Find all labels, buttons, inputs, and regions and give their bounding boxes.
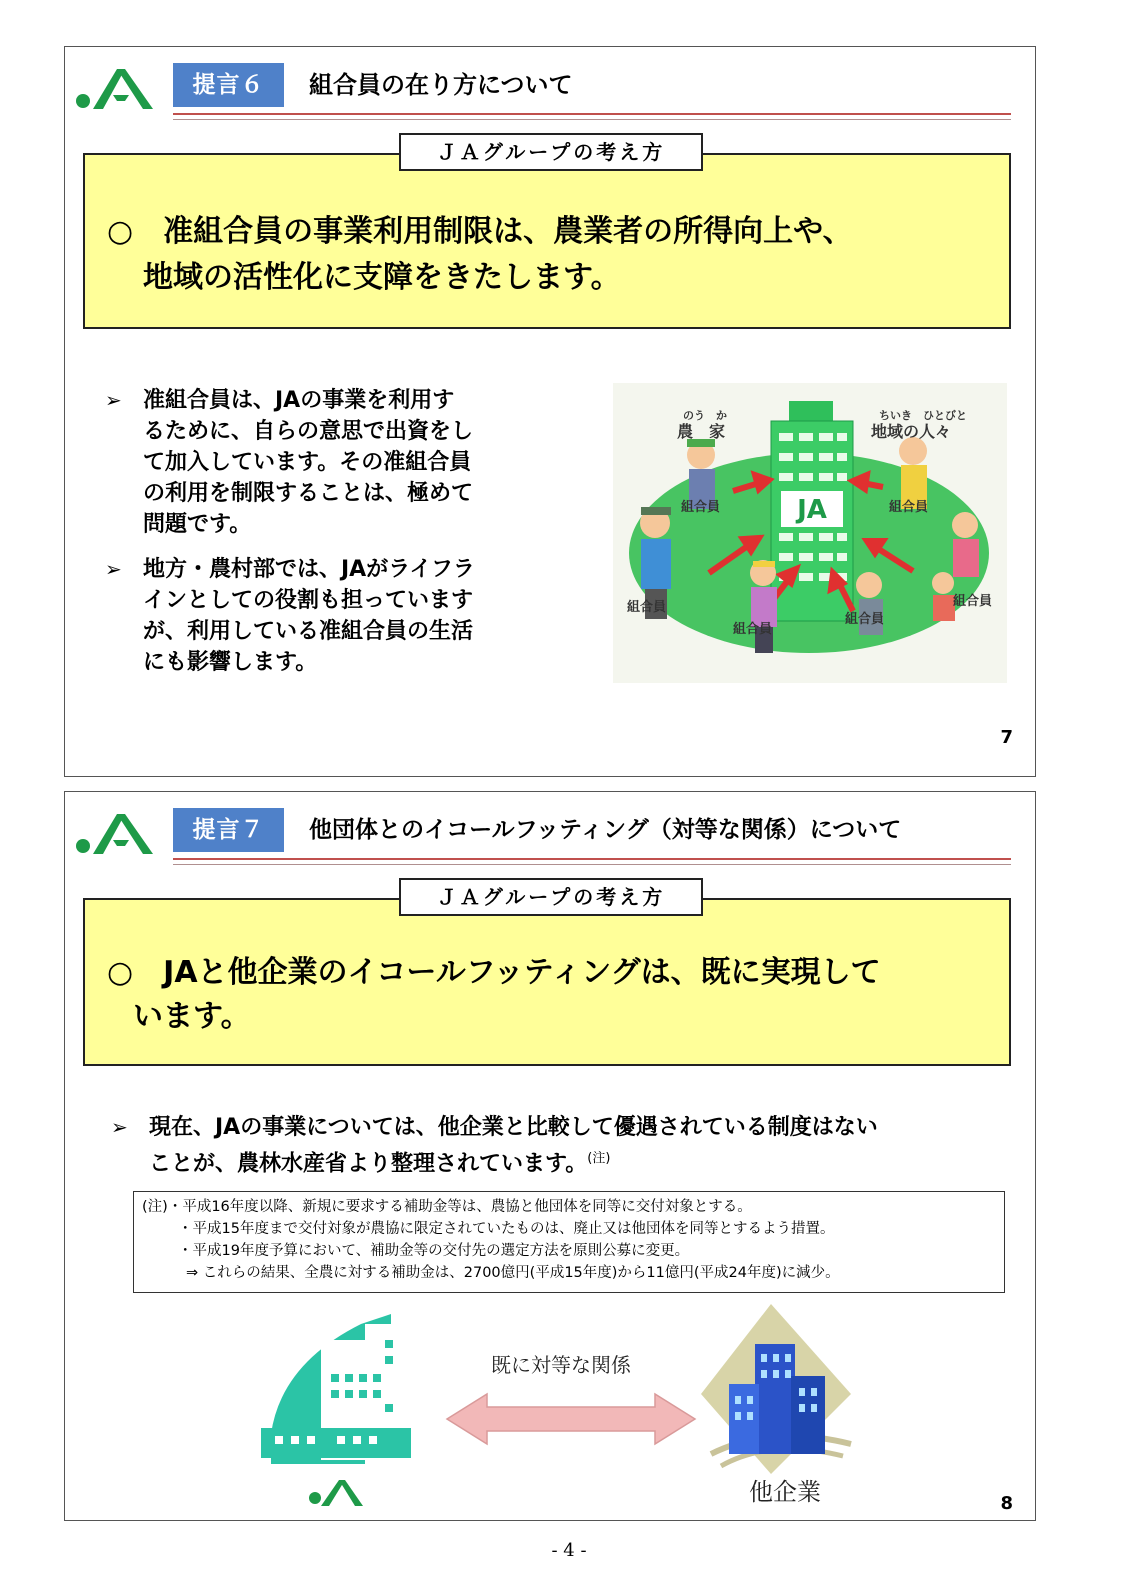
label-member: 組合員 <box>681 500 721 515</box>
document-page-number: - 4 - <box>551 1540 587 1561</box>
headline-line-1: ○ JAと他企業のイコールフッティングは、既に実現して <box>107 955 881 990</box>
bullet-line: の利用を制限することは、極めて <box>143 481 474 506</box>
bullet-item <box>105 385 525 540</box>
group-view-tag: ＪＡグループの考え方 <box>399 878 703 916</box>
headline-box <box>83 153 1011 329</box>
proposal-badge: 提言６ <box>173 63 284 107</box>
label-member: 組合員 <box>953 594 993 609</box>
bullet-item <box>105 554 525 678</box>
title-rule <box>173 113 1011 120</box>
note-marker: (注) <box>587 1151 611 1166</box>
relation-label: 既に対等な関係 <box>491 1353 631 1377</box>
label-member: 組合員 <box>733 622 773 637</box>
double-arrow-icon <box>447 1394 695 1444</box>
bullet-line: 地方・農村部では、JAがライフラ <box>143 557 475 582</box>
bullet-arrow-icon: ➢ <box>105 557 122 581</box>
slide-8 <box>64 791 1036 1521</box>
note-line: ・平成15年度まで交付対象が農協に限定されていたものは、廃止又は他団体を同等とするよう措置。 <box>178 1221 835 1237</box>
bullet-line: ことが、農林水産省より整理されています。$^{(注)}$ <box>149 1151 611 1177</box>
bullet-line: 准組合員は、JAの事業を利用す <box>143 388 455 413</box>
bullet-line: て加入しています。その准組合員 <box>143 450 472 475</box>
bullet-line: が、利用している准組合員の生活 <box>143 619 474 644</box>
headline-line-1: ○ 准組合員の事業利用制限は、農業者の所得向上や、 <box>107 214 853 249</box>
equal-relation-illustration <box>251 1304 871 1514</box>
bullet-line: にも影響します。 <box>143 650 318 675</box>
label-member: 組合員 <box>889 500 929 515</box>
bullet-list <box>105 385 525 692</box>
members-ja-illustration <box>613 383 1007 683</box>
bullet-line: るために、自らの意思で出資をし <box>143 419 474 444</box>
slide-title: 組合員の在り方について <box>309 71 573 99</box>
title-rule <box>173 858 1011 865</box>
headline-line-2: います。 <box>133 999 251 1034</box>
headline-box <box>83 898 1011 1066</box>
ja-building-mark: JA <box>797 495 827 525</box>
slide-7 <box>64 46 1036 777</box>
label-member: 組合員 <box>845 612 885 627</box>
note-line: ・平成19年度予算において、補助金等の交付先の選定方法を原則公募に変更。 <box>178 1243 690 1259</box>
slide-page-number: 7 <box>1000 727 1013 748</box>
ruby-community: ちいき ひとびと <box>879 409 967 422</box>
ja-logo-text: JA <box>373 1506 374 1507</box>
bullet-item <box>111 1112 1011 1179</box>
proposal-badge: 提言７ <box>173 808 284 852</box>
company-label: 他企業 <box>749 1478 821 1506</box>
bullet-arrow-icon: ➢ <box>105 388 122 412</box>
bullet-list <box>111 1112 1011 1193</box>
ja-logo-icon <box>73 808 159 858</box>
group-view-tag: ＪＡグループの考え方 <box>399 133 703 171</box>
label-farmer: 農 家 <box>677 422 726 441</box>
footnote-box <box>133 1191 1005 1293</box>
ruby-farmer: のう か <box>683 409 727 422</box>
label-member: 組合員 <box>627 600 667 615</box>
headline-line-2: 地域の活性化に支障をきたします。 <box>143 260 621 295</box>
note-line: ⇒ これらの結果、全農に対する補助金は、2700億円(平成15年度)から11億円(平成24年度)に減少。 <box>186 1265 840 1281</box>
slide-title: 他団体とのイコールフッティング（対等な関係）について <box>309 817 902 843</box>
note-line: (注)・平成16年度以降、新規に要求する補助金等は、農協と他団体を同等に交付対象とする。 <box>142 1199 752 1215</box>
bullet-line: インとしての役割も担っています <box>143 588 474 613</box>
bullet-line: 現在、JAの事業については、他企業と比較して優遇されている制度はない <box>149 1115 878 1140</box>
bullet-line: 問題です。 <box>143 512 252 537</box>
slide-page-number: 8 <box>1000 1493 1013 1514</box>
label-community: 地域の人々 <box>871 422 952 441</box>
bullet-arrow-icon: ➢ <box>111 1115 128 1139</box>
ja-logo-icon <box>73 63 159 113</box>
